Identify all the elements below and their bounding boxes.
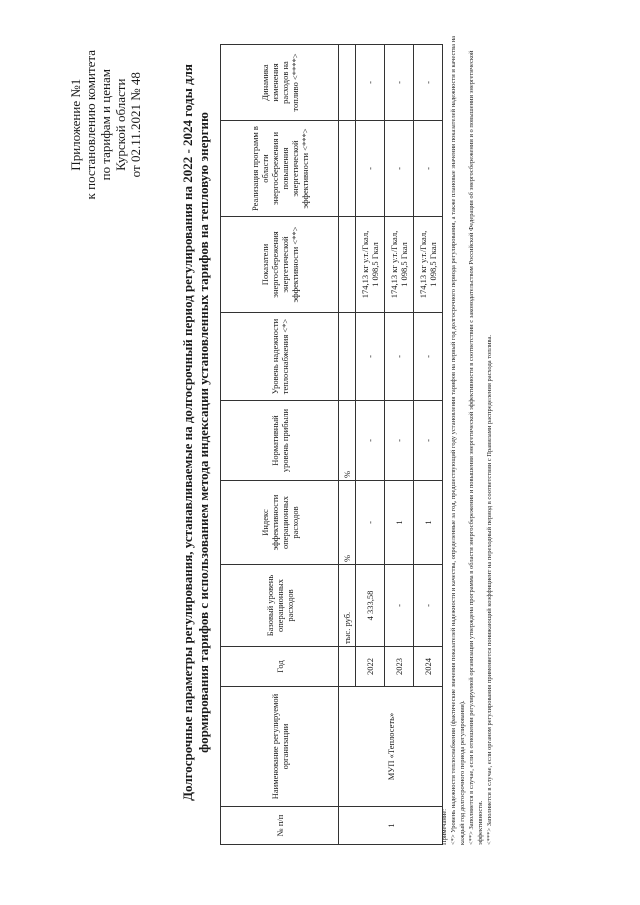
- units-cell: [339, 647, 356, 687]
- header-index: Индекс эффективности операционных расходов: [221, 481, 339, 565]
- energy-value: 174,13 кг у.т./Гкал,: [389, 230, 399, 299]
- reliability-cell: -: [356, 313, 385, 401]
- units-cell: %: [339, 401, 356, 481]
- appendix-line: по тарифам и ценам: [98, 69, 113, 181]
- header-program: Реализация программ в области энергосбережения и повышения энергетической эффективности <***>: [221, 121, 339, 217]
- reliability-cell: -: [414, 313, 443, 401]
- dynamics-cell: -: [356, 45, 385, 121]
- program-cell: -: [356, 121, 385, 217]
- document-title: Долгосрочные параметры регулирования, устанавливаемые на долгосрочный период регулирования на 2022 - 2024 годы для формирования тарифов с использованием метода индексации установленных тарифов на тепловую энергию: [180, 64, 211, 801]
- header-year: Год: [221, 647, 339, 687]
- profit-cell: -: [414, 401, 443, 481]
- index-cell: -: [356, 481, 385, 565]
- energy-cell: [385, 217, 414, 313]
- header-base: Базовый уровень операционных расходов: [221, 565, 339, 647]
- header-dynamics: Динамика изменения расходов на топливо <****>: [221, 45, 339, 121]
- header-reliability: Уровень надежности теплоснабжения <*>: [221, 313, 339, 401]
- units-cell: [339, 121, 356, 217]
- energy-value: 174,13 кг у.т./Гкал,: [418, 230, 428, 299]
- energy-cell: [414, 217, 443, 313]
- units-row: [339, 45, 356, 845]
- year-cell: 2024: [414, 647, 443, 687]
- row-num-cell: 1: [339, 807, 443, 845]
- profit-cell: -: [385, 401, 414, 481]
- appendix-line: к постановлению комитета: [83, 50, 98, 200]
- energy-cell: [356, 217, 385, 313]
- units-cell: [339, 217, 356, 313]
- profit-cell: -: [356, 401, 385, 481]
- energy-value: 1 098,5 Гкал: [399, 242, 409, 287]
- note-item: <*> Уровень надежности теплоснабжения (фактические значения показателей надежности и качества, определенные за год, предшествующий году установления тарифов на первый год долгосрочного периода регулирования, а также плановые значения показателей надежности и качества на каждый год долгосрочного периода регулирования).: [450, 35, 466, 845]
- header-energy: Показатели энергосбережения энергетической эффективности <**>: [221, 217, 339, 313]
- index-cell: 1: [385, 481, 414, 565]
- program-cell: -: [385, 121, 414, 217]
- energy-value: 1 098,5 Гкал: [370, 242, 380, 287]
- appendix-block: [68, 50, 143, 199]
- header-org: Наименование регулируемой организации: [221, 687, 339, 807]
- units-cell: %: [339, 481, 356, 565]
- energy-value: 1 098,5 Гкал: [428, 242, 438, 287]
- header-profit: Нормативный уровень прибыли: [221, 401, 339, 481]
- note-item: <**> Заполняется в случае, если в отношении регулируемой организации утверждена программа в области энергосбережения и повышения энергетической эффективности в соответствии с законодательством Российской Федерации об энергосбережении и о повышении энергетической эффективности.: [468, 50, 484, 845]
- index-cell: 1: [414, 481, 443, 565]
- appendix-line: Приложение №1: [68, 78, 83, 171]
- appendix-line: от 02.11.2021 № 48: [128, 72, 143, 178]
- org-name-cell: МУП «Теплосеть»: [339, 687, 443, 807]
- notes-block: [440, 25, 494, 845]
- header-num: № п/п: [221, 807, 339, 845]
- dynamics-cell: -: [414, 45, 443, 121]
- program-cell: -: [414, 121, 443, 217]
- reliability-cell: -: [385, 313, 414, 401]
- parameters-table: [220, 44, 443, 845]
- year-cell: 2022: [356, 647, 385, 687]
- dynamics-cell: -: [385, 45, 414, 121]
- units-cell: [339, 45, 356, 121]
- table-header-row: [221, 45, 339, 845]
- base-cell: -: [385, 565, 414, 647]
- base-cell: -: [414, 565, 443, 647]
- notes-heading: Примечание:: [441, 808, 448, 845]
- energy-value: 174,13 кг у.т./Гкал,: [360, 230, 370, 299]
- year-cell: 2023: [385, 647, 414, 687]
- appendix-line: Курской области: [113, 78, 128, 171]
- units-cell: тыс. руб.: [339, 565, 356, 647]
- base-cell: 4 333,58: [356, 565, 385, 647]
- units-cell: [339, 313, 356, 401]
- note-item: <***> Заполняется в случае, если органом регулирования применяется понижающий коэффициент на переходный период в соответствии с Правилами распределения расхода топлива.: [486, 335, 493, 845]
